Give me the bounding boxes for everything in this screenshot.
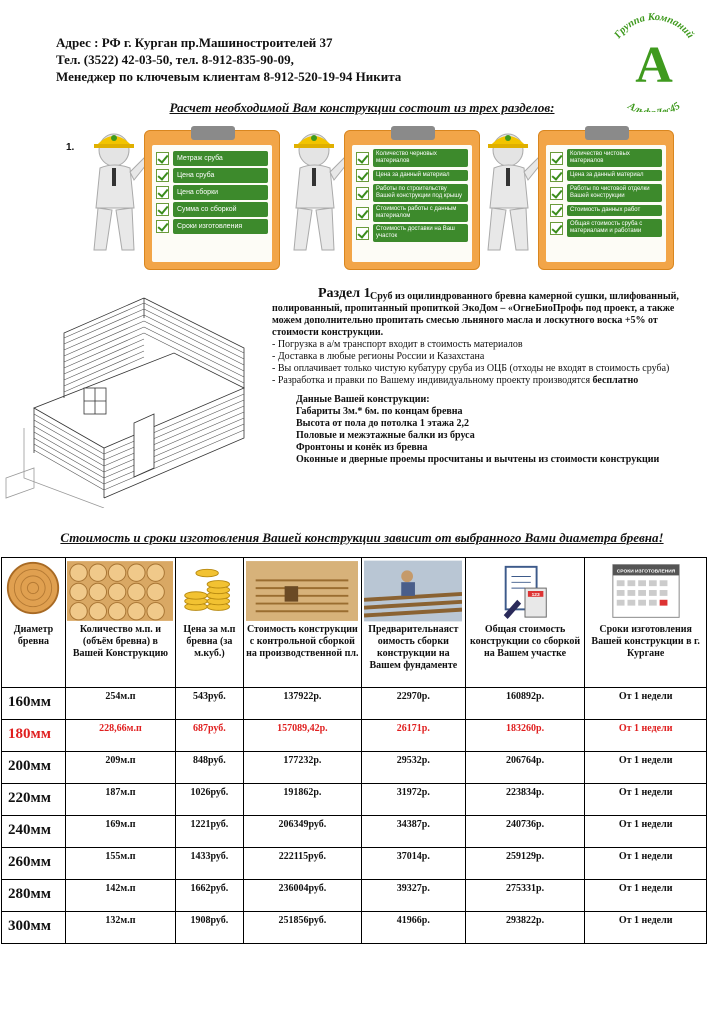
table-row: [2, 720, 707, 752]
checkmark-icon: [356, 227, 369, 240]
table-cell: 137922р.: [243, 688, 361, 720]
table-cell: 293822р.: [465, 912, 585, 944]
checkmark-icon: [156, 169, 169, 182]
checkmark-icon: [550, 152, 563, 165]
table-cell: 1433руб.: [175, 848, 243, 880]
table-row: [2, 784, 707, 816]
step-3-panel: [470, 124, 675, 274]
checkmark-icon: [550, 169, 563, 182]
checkmark-icon: [356, 207, 369, 220]
bullet: - Вы оплачивает только чистую кубатуру сруба из ОЦБ (отходы не входят в стоимость сруба): [272, 363, 670, 374]
table-row: [2, 752, 707, 784]
checkmark-icon: [550, 187, 563, 200]
table-cell: От 1 недели: [585, 880, 707, 912]
company-logo: [598, 12, 710, 112]
table-cell: 169м.п: [65, 816, 175, 848]
table-cell: 157089,42р.: [243, 720, 361, 752]
price-heading: Стоимость и сроки изготовления Вашей конструкции зависит от выбранного Вами диаметра бревна!: [60, 530, 664, 545]
phones: Тел. (3522) 42-03-50, тел. 8-912-835-90-09,: [56, 52, 294, 67]
table-row: [2, 816, 707, 848]
table-cell: 155м.п: [65, 848, 175, 880]
table-cell: От 1 недели: [585, 784, 707, 816]
table-cell: 254м.п: [65, 688, 175, 720]
header-quantity: Количество м.п. и (объём бревна) в Вашей Конструкцию: [65, 558, 175, 688]
construction-details: Данные Вашей конструкции: Габариты 3м.* 6м. по концам бревна Высота от пола до потолка 1 этажа 2,2 Половые и межэтажные балки из бруса Фронтоны и конёк из бревна Оконные и дверные проемы просчитаны и вычтены из стоимости конструкции: [296, 394, 660, 465]
table-cell: 259129р.: [465, 848, 585, 880]
diameter-cell: 160мм: [2, 688, 66, 720]
checkmark-icon: [550, 204, 563, 217]
assembly-photo-icon: [363, 560, 464, 622]
table-cell: 228,66м.п: [65, 720, 175, 752]
table-cell: От 1 недели: [585, 720, 707, 752]
checkmark-icon: [156, 203, 169, 216]
header-assembly-cost: Предварительнаяст оимость сборки конструкции на Вашем фундаменте: [361, 558, 465, 688]
table-cell: 22970р.: [361, 688, 465, 720]
table-cell: 26171р.: [361, 720, 465, 752]
bullet: - Разработка и правки по Вашему индивидуальному проекту производятся бесплатно: [272, 375, 639, 386]
checklist-clipboard: Метраж сруба Цена сруба Цена сборки Сумма со сборкой Сроки изготовления: [144, 130, 280, 270]
checklist-clipboard: Количество чистовых материалов Цена за данный материал Работы по чистовой отделки Вашей конструкции Стоимость данных работ Общая стоимость сруба с материалами и работами: [538, 130, 674, 270]
table-cell: От 1 недели: [585, 912, 707, 944]
section-1-intro: Сруб из оцилиндрованного бревна камерной сушки, шлифованный, полированный, пропитанный пропиткой ЭкоДом – «ОгнеБиоПрофь под проект, а также можем дополнительно пропитать смесью льняного масла и лоскутного воска +5% от стоимости конструкции.: [272, 291, 679, 338]
table-cell: 1908руб.: [175, 912, 243, 944]
header-diameter: Диаметр бревна: [2, 558, 66, 688]
step-1-panel: [76, 124, 281, 274]
svg-text:Группа Компаний: Группа Компаний: [612, 12, 696, 41]
table-cell: От 1 недели: [585, 848, 707, 880]
table-row: [2, 880, 707, 912]
table-cell: От 1 недели: [585, 688, 707, 720]
diameter-cell: 220мм: [2, 784, 66, 816]
table-cell: 543руб.: [175, 688, 243, 720]
checkmark-icon: [356, 187, 369, 200]
log-frame-photo-icon: [245, 560, 360, 622]
table-cell: 1662руб.: [175, 880, 243, 912]
table-cell: 132м.п: [65, 912, 175, 944]
checkmark-icon: [156, 152, 169, 165]
coins-icon: [177, 560, 242, 622]
checkmark-icon: [156, 220, 169, 233]
price-table: [1, 557, 707, 944]
table-cell: 209м.п: [65, 752, 175, 784]
table-cell: 1026руб.: [175, 784, 243, 816]
table-row: [2, 848, 707, 880]
table-cell: 240736р.: [465, 816, 585, 848]
table-cell: От 1 недели: [585, 816, 707, 848]
table-cell: От 1 недели: [585, 752, 707, 784]
log-pile-icon: [67, 560, 174, 622]
header-production-time: СРОКИ ИЗГОТОВЛЕНИЯ Сроки изготовления Вашей конструкции в г. Кургане: [585, 558, 707, 688]
table-cell: 37014р.: [361, 848, 465, 880]
header-total-cost: 123 Общая стоимость конструкции со сборкой на Вашем участке: [465, 558, 585, 688]
table-cell: 34387р.: [361, 816, 465, 848]
svg-text:АльфаЛес45: Аль с45: [625, 100, 683, 112]
checklist-clipboard: Количество черновых материалов Цена за данный материал Работы по строительству Вашей конструкции под крышу Стоимость работы с данным материалом Стоимость доставки на Ваш участок: [344, 130, 480, 270]
log-end-icon: [3, 560, 64, 622]
contact-header: [56, 34, 576, 85]
table-cell: 687руб.: [175, 720, 243, 752]
diameter-cell: 180мм: [2, 720, 66, 752]
diameter-cell: 300мм: [2, 912, 66, 944]
sections-heading: Расчет необходимой Вам конструкции состоит из трех разделов:: [169, 100, 555, 115]
manager-phone: Менеджер по ключевым клиентам 8-912-520-19-94 Никита: [56, 69, 402, 84]
diameter-cell: 260мм: [2, 848, 66, 880]
table-cell: 236004руб.: [243, 880, 361, 912]
table-cell: 848руб.: [175, 752, 243, 784]
table-cell: 183260р.: [465, 720, 585, 752]
table-cell: 41966р.: [361, 912, 465, 944]
bullet: - Погрузка в а/м транспорт входит в стоимость материалов: [272, 339, 523, 350]
table-cell: 206349руб.: [243, 816, 361, 848]
table-cell: 29532р.: [361, 752, 465, 784]
table-cell: 1221руб.: [175, 816, 243, 848]
diameter-cell: 200мм: [2, 752, 66, 784]
table-cell: 251856руб.: [243, 912, 361, 944]
table-cell: 177232р.: [243, 752, 361, 784]
table-row: [2, 688, 707, 720]
table-cell: 223834р.: [465, 784, 585, 816]
svg-text:123: 123: [531, 592, 540, 598]
svg-text:А: А: [635, 37, 673, 94]
header-factory-cost: Стоимость конструкции с контрольной сборкой на производственной пл.: [243, 558, 361, 688]
log-house-drawing: [4, 278, 266, 508]
table-cell: 222115руб.: [243, 848, 361, 880]
table-row: [2, 912, 707, 944]
step-1-number: 1.: [66, 142, 75, 153]
address: Адрес : РФ г. Курган пр.Машиностроителей 37: [56, 35, 333, 50]
table-cell: 160892р.: [465, 688, 585, 720]
section-1-title: Раздел 1: [318, 286, 371, 301]
table-cell: 142м.п: [65, 880, 175, 912]
table-cell: 206764р.: [465, 752, 585, 784]
checkmark-icon: [356, 169, 369, 182]
section-1-text: [272, 291, 692, 387]
checkmark-icon: [156, 186, 169, 199]
svg-text:СРОКИ ИЗГОТОВЛЕНИЯ: СРОКИ ИЗГОТОВЛЕНИЯ: [616, 569, 675, 575]
table-cell: 39327р.: [361, 880, 465, 912]
document-calculator-icon: [467, 560, 584, 622]
calendar-icon: [586, 560, 705, 622]
checkmark-icon: [356, 152, 369, 165]
diameter-cell: 240мм: [2, 816, 66, 848]
table-cell: 187м.п: [65, 784, 175, 816]
table-cell: 191862р.: [243, 784, 361, 816]
step-2-panel: [276, 124, 481, 274]
table-cell: 275331р.: [465, 880, 585, 912]
checkmark-icon: [550, 222, 563, 235]
diameter-cell: 280мм: [2, 880, 66, 912]
bullet: - Доставка в любые регионы России и Казахстана: [272, 351, 485, 362]
table-cell: 31972р.: [361, 784, 465, 816]
header-price: Цена за м.п бревна (за м.куб.): [175, 558, 243, 688]
